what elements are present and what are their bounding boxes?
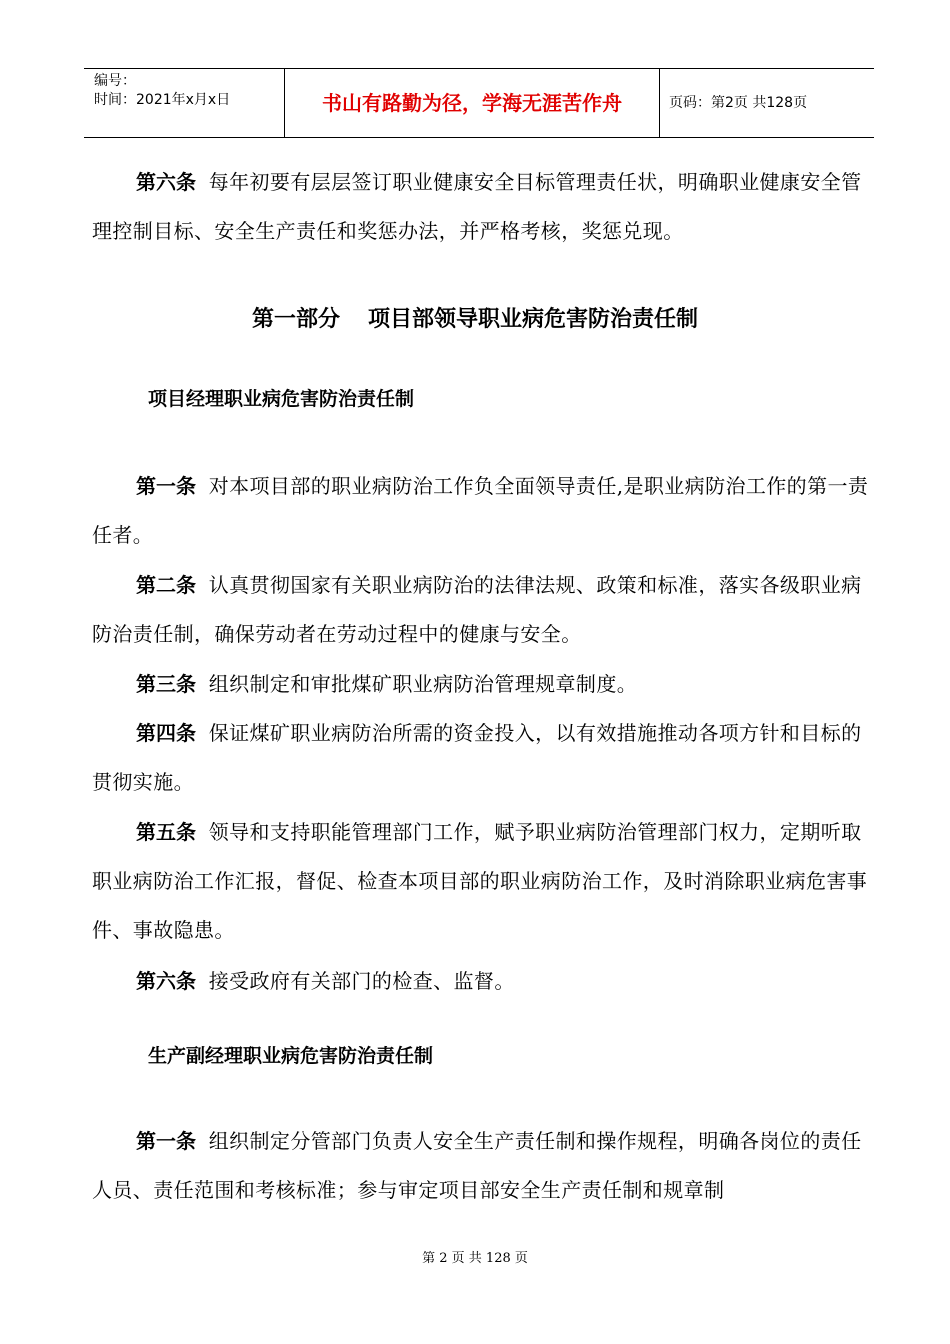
pm-article-3 [92, 660, 878, 709]
article-label: 第六条 [136, 969, 196, 993]
header-meta-cell [84, 69, 285, 137]
pm-article-4 [92, 709, 878, 807]
page-footer: 第 2 页 共 128 页 [422, 1251, 528, 1266]
vpm-heading: 生产副经理职业病危害防治责任制 [148, 1045, 434, 1067]
article-label: 第四条 [136, 721, 196, 745]
article-text: 领导和支持职能管理部门工作，赋予职业病防治管理部门权力，定期听取职业病防治工作汇报，督促、检查本项目部的职业病防治工作，及时消除职业病危害事件、事故隐患。 [92, 820, 868, 942]
article-label: 第五条 [136, 820, 196, 844]
section-heading: 项目部领导职业病危害防治责任制 [368, 307, 699, 332]
header-number-label: 编号： [94, 73, 136, 89]
pm-article-1 [92, 462, 878, 560]
article-text: 组织制定和审批煤矿职业病防治管理规章制度。 [208, 672, 638, 696]
section-title [0, 302, 950, 333]
pm-article-2 [92, 561, 878, 659]
header-page-label: 页码：第2页 共128页 [669, 95, 808, 111]
pm-article-6 [92, 957, 878, 1006]
article-text: 对本项目部的职业病防治工作负全面领导责任,是职业病防治工作的第一责任者。 [92, 474, 869, 547]
article-label: 第六条 [136, 170, 196, 194]
header-time-label: 时间：2021年x月x日 [94, 92, 231, 108]
document-header [84, 68, 874, 138]
pm-heading: 项目经理职业病危害防治责任制 [148, 388, 415, 410]
article-text: 每年初要有层层签订职业健康安全目标管理责任状，明确职业健康安全管理控制目标、安全生产责任和奖惩办法，并严格考核，奖惩兑现。 [92, 170, 862, 243]
vpm-article-1 [92, 1117, 878, 1215]
header-motto: 书山有路勤为径，学海无涯苦作舟 [285, 69, 660, 137]
intro-article-6 [92, 158, 878, 256]
article-label: 第一条 [136, 1129, 196, 1153]
section-part: 第一部分 [251, 307, 340, 332]
article-label: 第三条 [136, 672, 196, 696]
article-label: 第二条 [136, 573, 196, 597]
article-text: 保证煤矿职业病防治所需的资金投入，以有效措施推动各项方针和目标的贯彻实施。 [92, 721, 862, 794]
article-text: 接受政府有关部门的检查、监督。 [208, 969, 515, 993]
article-text: 组织制定分管部门负责人安全生产责任制和操作规程，明确各岗位的责任人员、责任范围和考核标准；参与审定项目部安全生产责任制和规章制 [92, 1129, 862, 1202]
pm-article-5 [92, 808, 878, 955]
article-label: 第一条 [136, 474, 196, 498]
article-text: 认真贯彻国家有关职业病防治的法律法规、政策和标准，落实各级职业病防治责任制，确保劳动者在劳动过程中的健康与安全。 [92, 573, 862, 646]
